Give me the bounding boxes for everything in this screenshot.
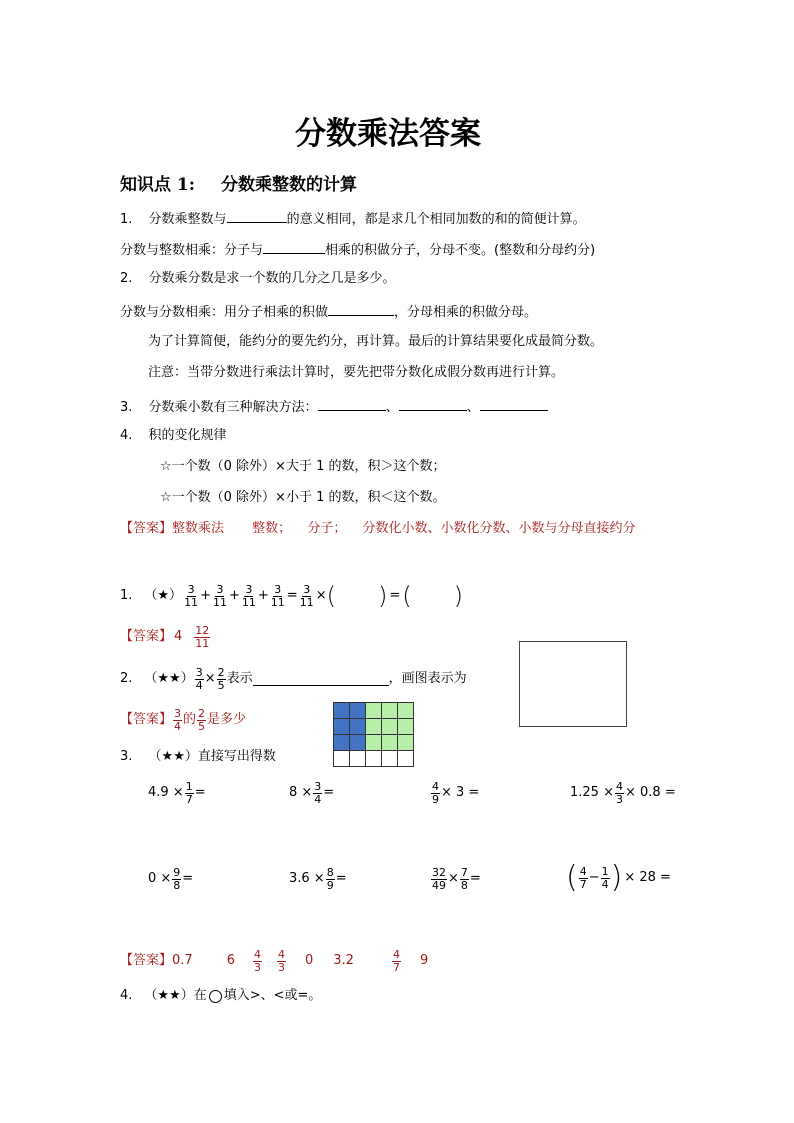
fraction: $\frac{3}{4}$ — [195, 665, 203, 692]
fraction: $\frac{32}{49}$ — [432, 865, 446, 892]
fraction: $\frac{3}{4}$ — [174, 706, 182, 733]
knowledge-line-5: 为了计算简便，能约分的要先约分，再计算。最后的计算结果要化成最简分数。 — [148, 334, 604, 349]
expression-6: 3.6 × $\frac{8}{9}$ = — [289, 865, 347, 892]
section-heading-label: 知识点 1: — [120, 175, 196, 195]
knowledge-line-6: 注意：当带分数进行乘法计算时，要先把带分数化成假分数再进行计算。 — [148, 365, 565, 380]
expression-3: $\frac{4}{9}$ × 3 = — [432, 779, 480, 806]
fraction: $\frac{8}{9}$ — [326, 865, 334, 892]
knowledge-line-4: 分数与分数相乘：用分子相乘的积做 ，分母相乘的积做分母。 — [120, 302, 537, 321]
fraction: $\frac{3}{11}$ — [212, 582, 227, 609]
blank-2[interactable] — [263, 240, 325, 254]
knowledge-line-7: 3. 分数乘小数有三种解决方法： 、 、 — [120, 397, 548, 416]
fraction: $\frac{1}{4}$ — [601, 864, 609, 891]
blank-3[interactable] — [328, 302, 394, 316]
fraction: $\frac{3}{11}$ — [270, 582, 285, 609]
question-3: 3. （★★）直接写出得数 — [120, 749, 276, 764]
question-1: 1. （★） $\frac{3}{11}$ + $\frac{3}{11}$ + $\frac{3}{11}$ + $\frac{3}{11}$ = $\frac{3}{11}$ × ( ) = ( ) — [120, 582, 463, 610]
blank-4[interactable] — [318, 397, 386, 411]
expression-2: 8 × $\frac{3}{4}$ = — [289, 779, 335, 806]
blank-5[interactable] — [399, 397, 467, 411]
expression-4: 1.25 × $\frac{4}{3}$ × 0.8 = — [570, 779, 676, 806]
question-4: 4. （★★） 在 填入>、<或=。 — [120, 988, 322, 1003]
answer-q3: 【答案】 0.7 6 $\frac{4}{3}$ $\frac{4}{3}$ 0 3.2 $\frac{4}{7}$ 9 — [120, 947, 429, 974]
expression-8: ( $\frac{4}{7}$ − $\frac{1}{4}$ ) × 28 = — [566, 860, 671, 895]
blank-6[interactable] — [480, 397, 548, 411]
fraction: $\frac{4}{3}$ — [277, 947, 285, 974]
answer-paren-2[interactable]: ( ) — [402, 582, 463, 610]
fraction-grid-diagram — [333, 702, 414, 767]
expression-5: 0 × $\frac{9}{8}$ = — [148, 865, 194, 892]
answer-q1: 【答案】 4 $\frac{12}{11}$ — [120, 623, 210, 650]
fraction: $\frac{7}{8}$ — [460, 865, 468, 892]
fraction: $\frac{1}{7}$ — [185, 779, 193, 806]
fraction: $\frac{4}{3}$ — [615, 779, 623, 806]
answer-q2: 【答案】 $\frac{3}{4}$ 的 $\frac{2}{5}$ 是多少 — [120, 706, 247, 733]
section-heading — [120, 170, 357, 195]
blank-q2[interactable] — [253, 672, 389, 686]
fraction: $\frac{3}{4}$ — [314, 779, 322, 806]
fraction: $\frac{4}{3}$ — [253, 947, 261, 974]
knowledge-line-1: 1. 分数乘整数与 的意义相同，都是求几个相同加数的和的简便计算。 — [120, 209, 586, 228]
fraction: $\frac{2}{5}$ — [217, 665, 225, 692]
fraction: $\frac{3}{11}$ — [299, 582, 314, 609]
knowledge-line-3: 2. 分数乘分数是求一个数的几分之几是多少。 — [120, 271, 396, 286]
fraction: $\frac{4}{7}$ — [579, 864, 587, 891]
fraction: $\frac{4}{7}$ — [392, 947, 400, 974]
fraction: $\frac{12}{11}$ — [195, 623, 210, 650]
question-2: 2. （★★） $\frac{3}{4}$ × $\frac{2}{5}$ 表示 ，画图表示为 — [120, 665, 467, 692]
fraction: $\frac{9}{8}$ — [173, 865, 181, 892]
knowledge-line-2: 分数与整数相乘：分子与 相乘的积做分子，分母不变。(整数和分母约分) — [120, 240, 595, 259]
expression-7: $\frac{32}{49}$ × $\frac{7}{8}$ = — [432, 865, 481, 892]
fraction: $\frac{3}{11}$ — [184, 582, 199, 609]
fraction: $\frac{2}{5}$ — [198, 706, 206, 733]
circle-icon — [209, 990, 222, 1003]
expression-1: 4.9 × $\frac{1}{7}$ = — [148, 779, 206, 806]
knowledge-line-9: ☆一个数（0 除外）×大于 1 的数，积＞这个数； — [160, 459, 446, 474]
page-title: 分数乘法答案 — [295, 116, 481, 152]
section-heading-subtitle: 分数乘整数的计算 — [220, 175, 357, 195]
knowledge-line-8: 4. 积的变化规律 — [120, 428, 227, 443]
answer-paren-1[interactable]: ( ) — [326, 582, 388, 610]
fraction: $\frac{3}{11}$ — [241, 582, 256, 609]
knowledge-line-10: ☆一个数（0 除外）×小于 1 的数，积＜这个数。 — [160, 490, 446, 505]
answer-section1: 【答案】整数乘法 整数； 分子； 分数化小数、小数化分数、小数与分母直接约分 — [120, 521, 636, 536]
blank-1[interactable] — [227, 209, 287, 223]
fraction: $\frac{4}{9}$ — [432, 779, 439, 806]
drawing-box[interactable] — [519, 641, 627, 727]
